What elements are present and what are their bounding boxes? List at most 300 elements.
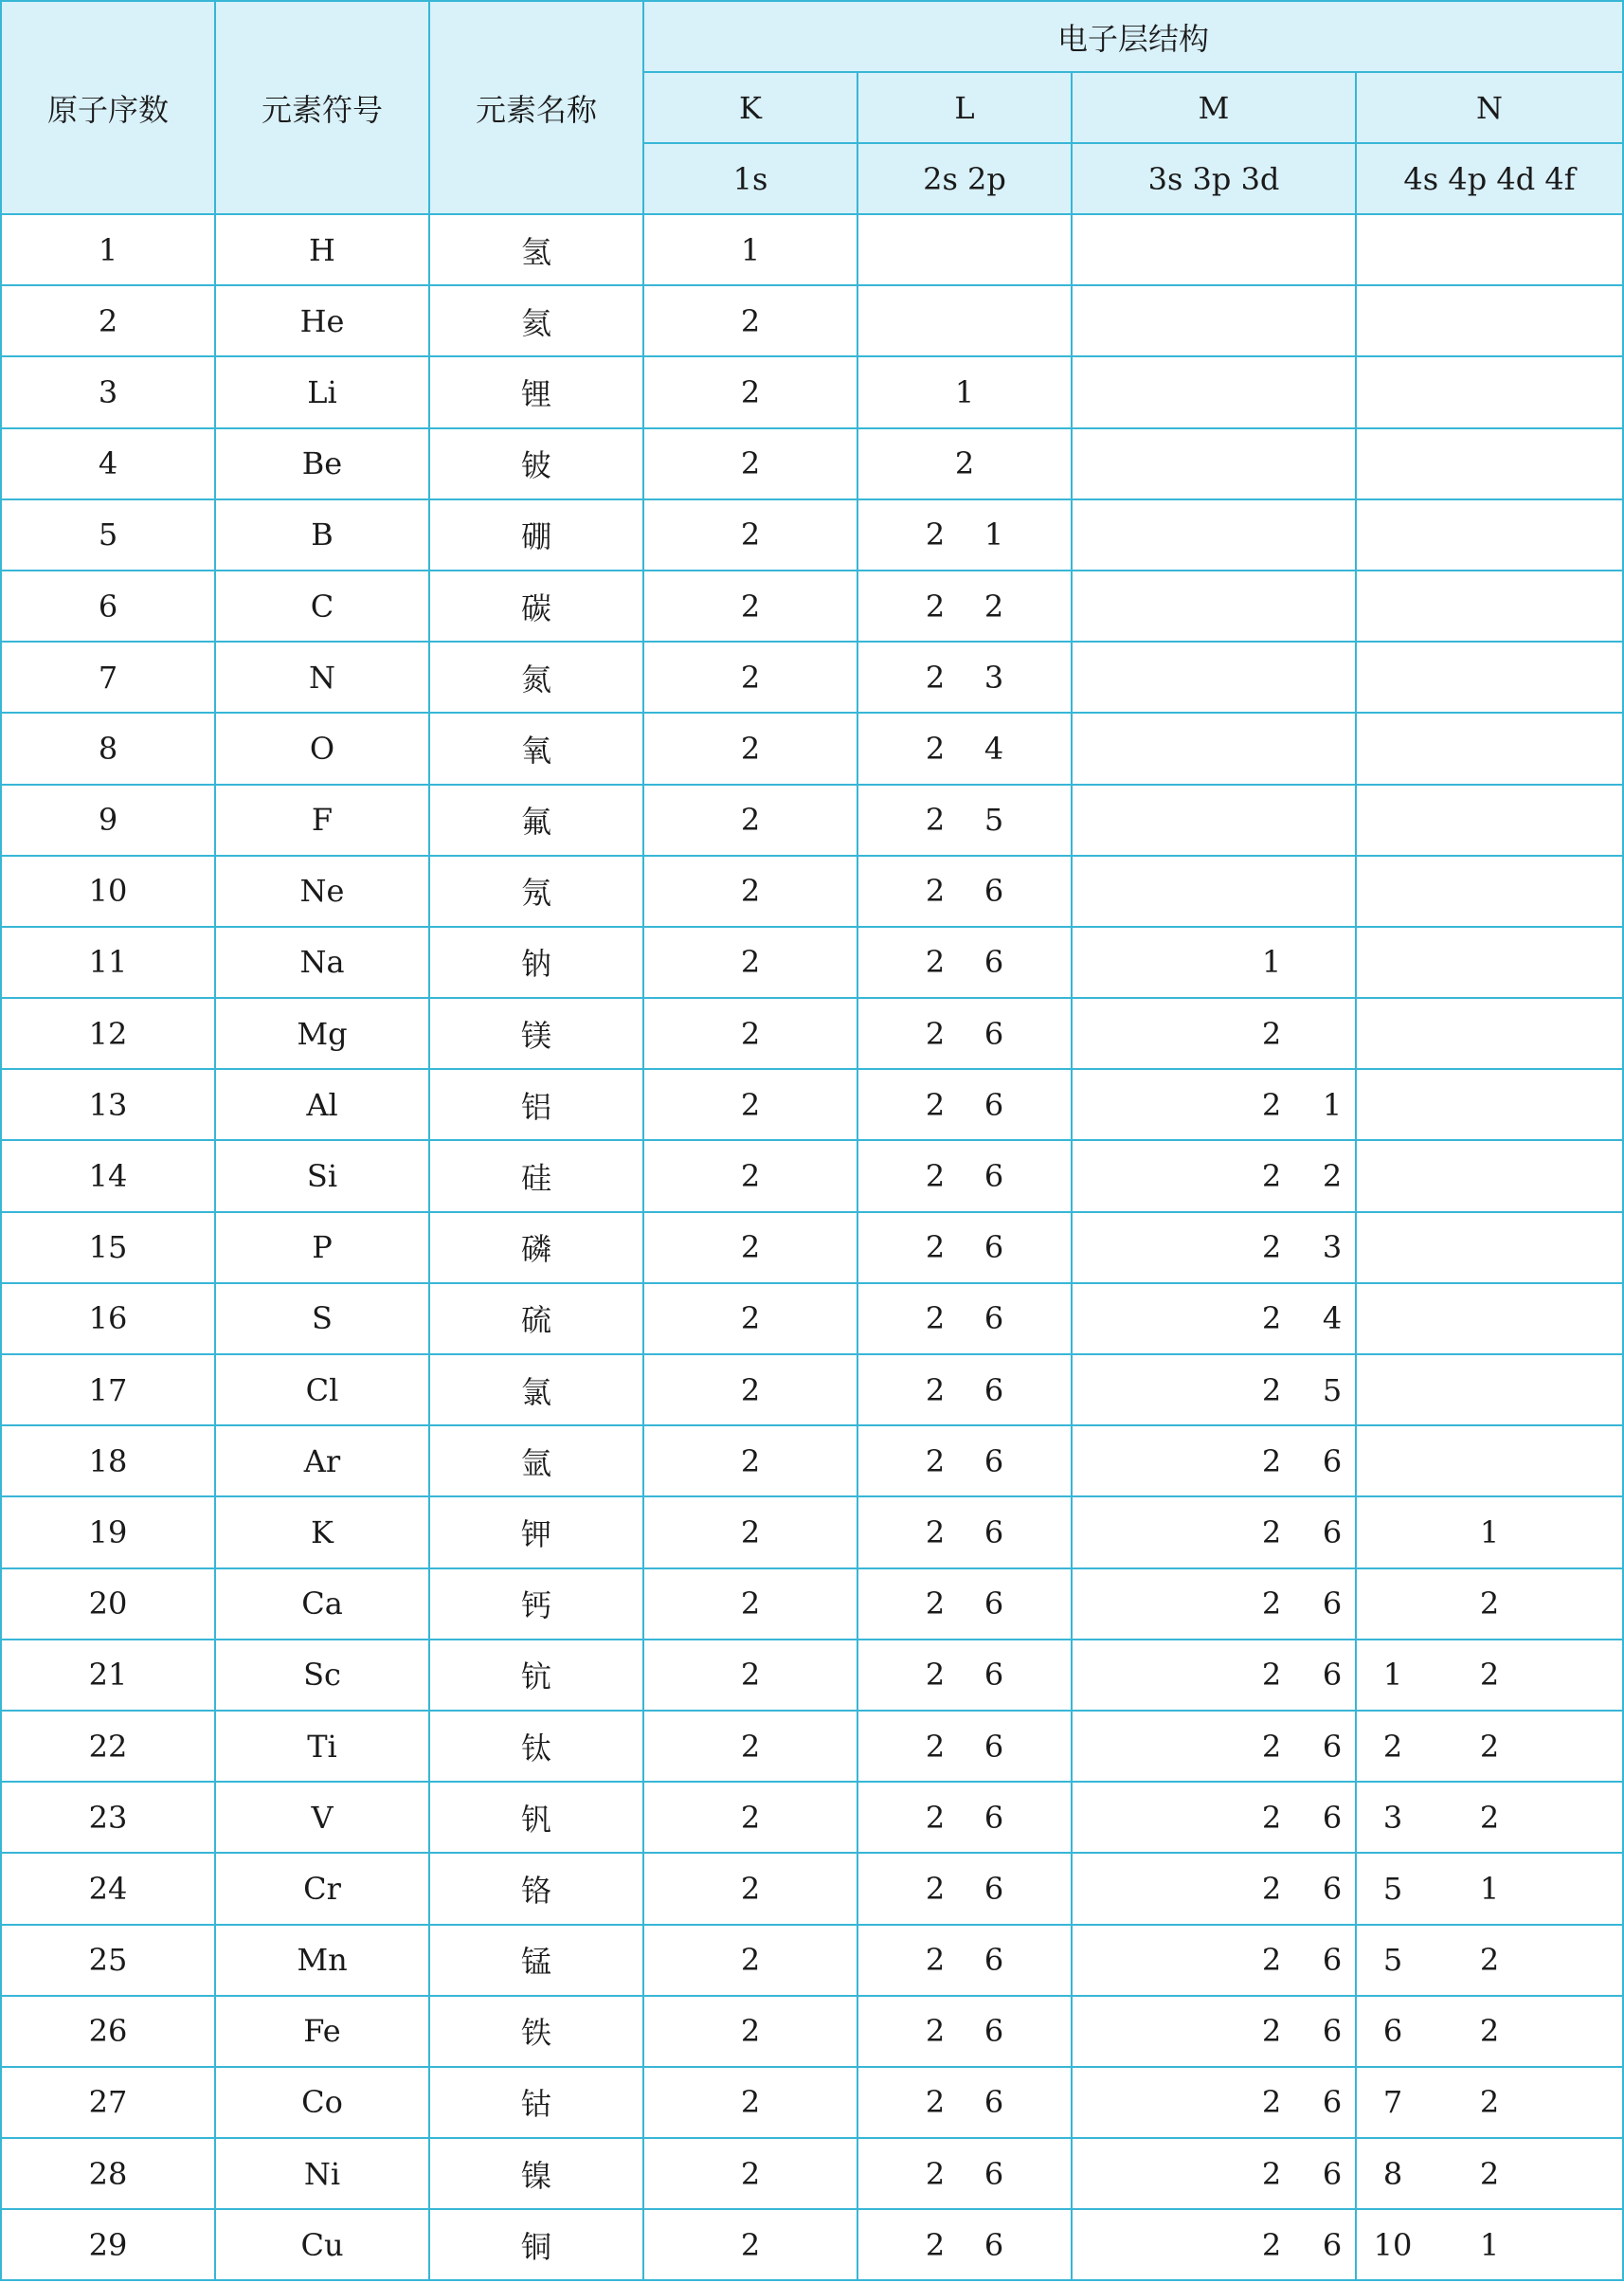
electron-count: 2 bbox=[740, 1300, 761, 1337]
table-row bbox=[1, 1568, 1623, 1640]
electron-counts bbox=[1460, 1585, 1519, 1622]
shell-k-cell bbox=[643, 1711, 857, 1782]
electron-count: 6 bbox=[1322, 1657, 1343, 1694]
electron-count: 6 bbox=[1322, 1942, 1343, 1979]
name-cell: 氧 bbox=[429, 713, 643, 784]
name-cell: 碳 bbox=[429, 571, 643, 642]
symbol-cell: B bbox=[215, 499, 429, 571]
shell-n-cell bbox=[1356, 1069, 1623, 1140]
symbol-cell: Ar bbox=[215, 1425, 429, 1496]
shell-l-cell bbox=[857, 1996, 1072, 2067]
name-cell: 镁 bbox=[429, 998, 643, 1069]
electron-counts bbox=[1460, 2084, 1519, 2120]
atomic-number-cell: 13 bbox=[1, 1069, 215, 1140]
shell-k-cell bbox=[643, 1568, 857, 1640]
shell-l-cell bbox=[857, 642, 1072, 713]
electron-count: 2 bbox=[1479, 1799, 1500, 1836]
symbol-cell: O bbox=[215, 713, 429, 784]
electron-count: 1 bbox=[954, 373, 975, 410]
shell-k-cell bbox=[643, 1354, 857, 1425]
shell-n-cell bbox=[1356, 1496, 1623, 1567]
electron-counts bbox=[906, 2227, 1023, 2263]
electron-counts bbox=[1241, 944, 1302, 980]
shell-n-cell bbox=[1356, 1212, 1623, 1283]
electron-count: 1 bbox=[983, 516, 1004, 553]
electron-count: 2 bbox=[1261, 1086, 1282, 1123]
table-row bbox=[1, 1996, 1623, 2067]
shell-k-cell bbox=[643, 2067, 857, 2138]
electron-count: 2 bbox=[1261, 1300, 1282, 1337]
header-shell-n: N bbox=[1356, 72, 1623, 143]
table-row bbox=[1, 1069, 1623, 1140]
atomic-number-cell: 20 bbox=[1, 1568, 215, 1640]
electron-counts bbox=[721, 1087, 780, 1123]
name-cell: 硅 bbox=[429, 1140, 643, 1211]
electron-counts bbox=[1460, 2227, 1519, 2263]
electron-counts bbox=[721, 873, 780, 909]
shell-l-cell bbox=[857, 1354, 1072, 1425]
electron-count: 2 bbox=[1322, 1158, 1343, 1195]
symbol-cell: Ti bbox=[215, 1711, 429, 1782]
shell-l-cell bbox=[857, 1853, 1072, 1924]
electron-counts bbox=[721, 1800, 780, 1836]
electron-count: 6 bbox=[983, 1728, 1004, 1765]
shell-n-cell bbox=[1356, 785, 1623, 856]
table-body bbox=[1, 214, 1623, 2280]
electron-count: 2 bbox=[740, 730, 761, 767]
electron-counts bbox=[1241, 1942, 1423, 1978]
electron-counts bbox=[935, 374, 994, 410]
electron-counts bbox=[1460, 2013, 1519, 2049]
symbol-cell: P bbox=[215, 1212, 429, 1283]
electron-counts bbox=[721, 1585, 780, 1622]
symbol-cell: Ni bbox=[215, 2138, 429, 2209]
electron-counts bbox=[906, 1871, 1023, 1907]
symbol-cell: C bbox=[215, 571, 429, 642]
electron-count: 6 bbox=[1322, 1585, 1343, 1622]
electron-count: 6 bbox=[1322, 1728, 1343, 1765]
electron-count: 2 bbox=[1261, 2226, 1282, 2263]
atomic-number-cell: 26 bbox=[1, 1996, 215, 2067]
electron-counts bbox=[721, 374, 780, 410]
electron-count: 2 bbox=[1261, 1158, 1282, 1195]
symbol-cell: Cu bbox=[215, 2209, 429, 2280]
electron-counts bbox=[721, 589, 780, 625]
shell-n-cell bbox=[1356, 642, 1623, 713]
electron-counts bbox=[1460, 1729, 1519, 1765]
shell-m-cell bbox=[1072, 1212, 1356, 1283]
electron-count: 2 bbox=[925, 1585, 946, 1622]
electron-counts bbox=[721, 944, 780, 980]
header-shell-k: K bbox=[643, 72, 857, 143]
electron-count: 2 bbox=[925, 2013, 946, 2050]
electron-count: 1 bbox=[740, 231, 761, 268]
shell-l-cell bbox=[857, 2138, 1072, 2209]
electron-count: 6 bbox=[983, 2155, 1004, 2192]
atomic-number-cell: 17 bbox=[1, 1354, 215, 1425]
electron-counts bbox=[721, 1300, 780, 1336]
electron-count: 10 bbox=[1373, 2226, 1413, 2263]
shell-k-cell bbox=[643, 713, 857, 784]
electron-count: 2 bbox=[740, 2226, 761, 2263]
electron-count: 1 bbox=[1322, 1086, 1343, 1123]
name-cell: 氟 bbox=[429, 785, 643, 856]
name-cell: 铬 bbox=[429, 1853, 643, 1924]
electron-count: 6 bbox=[1382, 2013, 1403, 2050]
shell-l-cell bbox=[857, 428, 1072, 499]
table-row bbox=[1, 2209, 1623, 2280]
atomic-number-cell: 7 bbox=[1, 642, 215, 713]
atomic-number-cell: 25 bbox=[1, 1925, 215, 1996]
name-cell: 钛 bbox=[429, 1711, 643, 1782]
electron-counts bbox=[1241, 1158, 1362, 1194]
electron-count: 2 bbox=[1261, 2013, 1282, 2050]
shell-n-cell bbox=[1356, 499, 1623, 571]
electron-count: 2 bbox=[925, 1942, 946, 1979]
electron-counts bbox=[721, 1372, 780, 1408]
name-cell: 氖 bbox=[429, 856, 643, 927]
table-header bbox=[1, 1, 1623, 214]
shell-l-cell bbox=[857, 1640, 1072, 1711]
shell-k-cell bbox=[643, 214, 857, 285]
shell-k-cell bbox=[643, 1640, 857, 1711]
electron-count: 1 bbox=[1382, 1657, 1403, 1694]
shell-m-cell bbox=[1072, 1640, 1403, 1711]
name-cell: 钙 bbox=[429, 1568, 643, 1640]
shell-k-cell bbox=[643, 499, 857, 571]
electron-count: 6 bbox=[983, 1300, 1004, 1337]
symbol-cell: Li bbox=[215, 356, 429, 427]
shell-k-cell bbox=[643, 571, 857, 642]
electron-count: 2 bbox=[925, 2226, 946, 2263]
electron-count: 2 bbox=[925, 588, 946, 625]
electron-count: 6 bbox=[983, 2084, 1004, 2121]
electron-count: 2 bbox=[740, 302, 761, 339]
electron-counts bbox=[721, 660, 780, 696]
electron-count: 2 bbox=[925, 1015, 946, 1052]
atomic-number-cell: 21 bbox=[1, 1640, 215, 1711]
shell-m-cell bbox=[1072, 1496, 1356, 1567]
symbol-cell: Be bbox=[215, 428, 429, 499]
table-row bbox=[1, 214, 1623, 285]
electron-count: 6 bbox=[983, 1158, 1004, 1195]
electron-count: 2 bbox=[740, 516, 761, 553]
shell-n-cell bbox=[1356, 1283, 1623, 1354]
electron-count: 2 bbox=[740, 1158, 761, 1195]
table-row bbox=[1, 1212, 1623, 1283]
shell-m-cell bbox=[1072, 214, 1356, 285]
shell-l-cell bbox=[857, 1425, 1072, 1496]
shell-k-cell bbox=[643, 785, 857, 856]
shell-n-cell bbox=[1356, 1568, 1623, 1640]
table-row bbox=[1, 499, 1623, 571]
electron-counts bbox=[1241, 1800, 1423, 1836]
electron-count: 2 bbox=[1261, 1442, 1282, 1479]
electron-counts bbox=[1460, 1800, 1519, 1836]
shell-n-cell bbox=[1356, 1354, 1623, 1425]
electron-count: 2 bbox=[925, 2084, 946, 2121]
header-shell-structure: 电子层结构 bbox=[643, 1, 1623, 72]
electron-counts bbox=[935, 445, 994, 481]
shell-l-cell bbox=[857, 713, 1072, 784]
electron-count: 3 bbox=[1322, 1229, 1343, 1266]
name-cell: 氯 bbox=[429, 1354, 643, 1425]
electron-count: 7 bbox=[1382, 2084, 1403, 2121]
symbol-cell: Sc bbox=[215, 1640, 429, 1711]
electron-counts bbox=[906, 1729, 1023, 1765]
electron-counts bbox=[1460, 2156, 1519, 2192]
shell-m-cell bbox=[1072, 1925, 1403, 1996]
table-row bbox=[1, 1425, 1623, 1496]
electron-counts bbox=[721, 303, 780, 339]
shell-m-cell bbox=[1072, 856, 1356, 927]
electron-count: 6 bbox=[983, 1942, 1004, 1979]
table-row bbox=[1, 713, 1623, 784]
shell-k-cell bbox=[643, 1996, 857, 2067]
electron-count: 6 bbox=[1322, 2155, 1343, 2192]
name-cell: 钾 bbox=[429, 1496, 643, 1567]
shell-m-cell bbox=[1072, 428, 1356, 499]
symbol-cell: Mn bbox=[215, 1925, 429, 1996]
atomic-number-cell: 2 bbox=[1, 285, 215, 356]
electron-count: 2 bbox=[740, 2013, 761, 2050]
shell-k-cell bbox=[643, 1925, 857, 1996]
electron-count: 2 bbox=[925, 1513, 946, 1550]
name-cell: 氮 bbox=[429, 642, 643, 713]
electron-counts bbox=[1241, 1657, 1423, 1693]
electron-count: 2 bbox=[1479, 1728, 1500, 1765]
name-cell: 硼 bbox=[429, 499, 643, 571]
electron-counts bbox=[721, 731, 780, 767]
name-cell: 铍 bbox=[429, 428, 643, 499]
electron-count: 2 bbox=[925, 730, 946, 767]
electron-counts bbox=[906, 1087, 1023, 1123]
electron-counts bbox=[906, 1300, 1023, 1336]
electron-counts bbox=[1241, 1443, 1362, 1479]
electron-count: 2 bbox=[740, 1942, 761, 1979]
shell-l-cell bbox=[857, 1711, 1072, 1782]
symbol-cell: Co bbox=[215, 2067, 429, 2138]
electron-counts bbox=[906, 2156, 1023, 2192]
electron-counts bbox=[1241, 1087, 1362, 1123]
shell-k-cell bbox=[643, 2138, 857, 2209]
electron-counts bbox=[1241, 1585, 1362, 1622]
shell-k-cell bbox=[643, 1496, 857, 1567]
electron-count: 2 bbox=[1382, 1728, 1403, 1765]
electron-count: 2 bbox=[925, 1300, 946, 1337]
electron-counts bbox=[1241, 1871, 1423, 1907]
shell-l-cell bbox=[857, 1496, 1072, 1567]
electron-counts bbox=[906, 873, 1023, 909]
table-row bbox=[1, 1496, 1623, 1567]
symbol-cell: Si bbox=[215, 1140, 429, 1211]
electron-count: 6 bbox=[983, 1585, 1004, 1622]
name-cell: 铝 bbox=[429, 1069, 643, 1140]
electron-counts bbox=[721, 1229, 780, 1265]
shell-l-cell bbox=[857, 571, 1072, 642]
symbol-cell: F bbox=[215, 785, 429, 856]
atomic-number-cell: 14 bbox=[1, 1140, 215, 1211]
electron-counts bbox=[1241, 2013, 1423, 2049]
electron-count: 2 bbox=[1479, 1942, 1500, 1979]
electron-counts bbox=[721, 1871, 780, 1907]
electron-counts bbox=[1241, 2227, 1423, 2263]
electron-counts bbox=[721, 2227, 780, 2263]
electron-count: 1 bbox=[1479, 2226, 1500, 2263]
electron-count: 2 bbox=[1261, 1371, 1282, 1408]
electron-counts bbox=[906, 1016, 1023, 1052]
shell-k-cell bbox=[643, 1853, 857, 1924]
electron-counts bbox=[1241, 1372, 1362, 1408]
name-cell: 钠 bbox=[429, 927, 643, 998]
shell-k-cell bbox=[643, 285, 857, 356]
electron-count: 2 bbox=[925, 1728, 946, 1765]
shell-l-cell bbox=[857, 1140, 1072, 1211]
atomic-number-cell: 16 bbox=[1, 1283, 215, 1354]
shell-l-cell bbox=[857, 785, 1072, 856]
electron-count: 2 bbox=[1261, 1657, 1282, 1694]
atomic-number-cell: 29 bbox=[1, 2209, 215, 2280]
shell-m-cell bbox=[1072, 2138, 1403, 2209]
shell-m-cell bbox=[1072, 1711, 1403, 1782]
shell-k-cell bbox=[643, 856, 857, 927]
electron-count: 2 bbox=[1479, 1657, 1500, 1694]
atomic-number-cell: 4 bbox=[1, 428, 215, 499]
electron-counts bbox=[1241, 1016, 1302, 1052]
name-cell: 氢 bbox=[429, 214, 643, 285]
table-row bbox=[1, 2138, 1623, 2209]
header-subshell-k: 1s bbox=[643, 143, 857, 214]
shell-k-cell bbox=[643, 1069, 857, 1140]
name-cell: 氩 bbox=[429, 1425, 643, 1496]
electron-count: 6 bbox=[1322, 1442, 1343, 1479]
name-cell: 铜 bbox=[429, 2209, 643, 2280]
symbol-cell: S bbox=[215, 1283, 429, 1354]
electron-count: 2 bbox=[1261, 1585, 1282, 1622]
electron-count: 6 bbox=[1322, 2084, 1343, 2121]
electron-count: 2 bbox=[740, 1442, 761, 1479]
shell-m-cell bbox=[1072, 285, 1356, 356]
electron-counts bbox=[1241, 1514, 1362, 1550]
electron-counts bbox=[906, 2084, 1023, 2120]
electron-count: 2 bbox=[740, 373, 761, 410]
electron-count: 6 bbox=[983, 1513, 1004, 1550]
electron-count: 8 bbox=[1382, 2155, 1403, 2192]
table-row bbox=[1, 1711, 1623, 1782]
electron-counts bbox=[906, 1657, 1023, 1693]
electron-count: 2 bbox=[740, 588, 761, 625]
shell-k-cell bbox=[643, 927, 857, 998]
header-shell-l: L bbox=[857, 72, 1072, 143]
electron-counts bbox=[1241, 2084, 1423, 2120]
electron-count: 6 bbox=[983, 1086, 1004, 1123]
symbol-cell: Ca bbox=[215, 1568, 429, 1640]
electron-count: 6 bbox=[1322, 1513, 1343, 1550]
atomic-number-cell: 24 bbox=[1, 1853, 215, 1924]
electron-count: 5 bbox=[1382, 1870, 1403, 1907]
electron-count: 2 bbox=[740, 1585, 761, 1622]
header-subshell-l: 2s 2p bbox=[857, 143, 1072, 214]
shell-l-cell bbox=[857, 1568, 1072, 1640]
electron-count: 2 bbox=[925, 1371, 946, 1408]
electron-count: 2 bbox=[1261, 1229, 1282, 1266]
name-cell: 镍 bbox=[429, 2138, 643, 2209]
atomic-number-cell: 5 bbox=[1, 499, 215, 571]
header-symbol: 元素符号 bbox=[215, 1, 429, 214]
electron-counts bbox=[906, 1158, 1023, 1194]
electron-count: 2 bbox=[1261, 1870, 1282, 1907]
electron-count: 2 bbox=[740, 659, 761, 696]
electron-count: 6 bbox=[983, 873, 1004, 910]
electron-count: 6 bbox=[983, 1229, 1004, 1266]
electron-count: 2 bbox=[925, 1870, 946, 1907]
shell-n-cell bbox=[1356, 998, 1623, 1069]
atomic-number-cell: 12 bbox=[1, 998, 215, 1069]
electron-count: 6 bbox=[983, 1442, 1004, 1479]
electron-counts bbox=[721, 2013, 780, 2049]
electron-counts bbox=[906, 802, 1023, 838]
electron-count: 6 bbox=[1322, 2013, 1343, 2050]
electron-count: 5 bbox=[1322, 1371, 1343, 1408]
atomic-number-cell: 6 bbox=[1, 571, 215, 642]
electron-count: 2 bbox=[740, 1229, 761, 1266]
electron-counts bbox=[1241, 1300, 1362, 1336]
electron-counts bbox=[906, 731, 1023, 767]
electron-counts bbox=[1460, 1514, 1519, 1550]
symbol-cell: H bbox=[215, 214, 429, 285]
shell-l-cell bbox=[857, 2209, 1072, 2280]
shell-m-cell bbox=[1072, 998, 1356, 1069]
electron-count: 6 bbox=[983, 2226, 1004, 2263]
electron-counts bbox=[721, 445, 780, 481]
electron-count: 6 bbox=[983, 1870, 1004, 1907]
electron-count: 2 bbox=[740, 802, 761, 839]
shell-n-cell bbox=[1356, 856, 1623, 927]
electron-counts bbox=[1460, 1942, 1519, 1978]
header-shell-m: M bbox=[1072, 72, 1356, 143]
electron-counts bbox=[906, 1372, 1023, 1408]
electron-count: 2 bbox=[1261, 2084, 1282, 2121]
electron-count: 2 bbox=[740, 1371, 761, 1408]
shell-n-cell bbox=[1356, 571, 1623, 642]
electron-count: 2 bbox=[925, 1086, 946, 1123]
electron-counts bbox=[721, 1443, 780, 1479]
electron-count: 2 bbox=[740, 1870, 761, 1907]
atomic-number-cell: 18 bbox=[1, 1425, 215, 1496]
electron-count: 6 bbox=[983, 2013, 1004, 2050]
table-row bbox=[1, 856, 1623, 927]
electron-count: 2 bbox=[1261, 2155, 1282, 2192]
table-row bbox=[1, 785, 1623, 856]
electron-counts bbox=[721, 232, 780, 268]
name-cell: 磷 bbox=[429, 1212, 643, 1283]
electron-count: 2 bbox=[740, 1799, 761, 1836]
electron-count: 6 bbox=[983, 944, 1004, 981]
electron-count: 1 bbox=[1479, 1513, 1500, 1550]
table-row bbox=[1, 1853, 1623, 1924]
shell-m-cell bbox=[1072, 1782, 1403, 1853]
shell-m-cell bbox=[1072, 785, 1356, 856]
shell-n-cell bbox=[1356, 214, 1623, 285]
table-row bbox=[1, 285, 1623, 356]
shell-m-cell bbox=[1072, 499, 1356, 571]
table-row bbox=[1, 642, 1623, 713]
electron-count: 6 bbox=[1322, 2226, 1343, 2263]
table-row bbox=[1, 571, 1623, 642]
electron-count: 1 bbox=[1479, 1870, 1500, 1907]
electron-count: 2 bbox=[1479, 2155, 1500, 2192]
shell-m-cell bbox=[1072, 2209, 1413, 2280]
